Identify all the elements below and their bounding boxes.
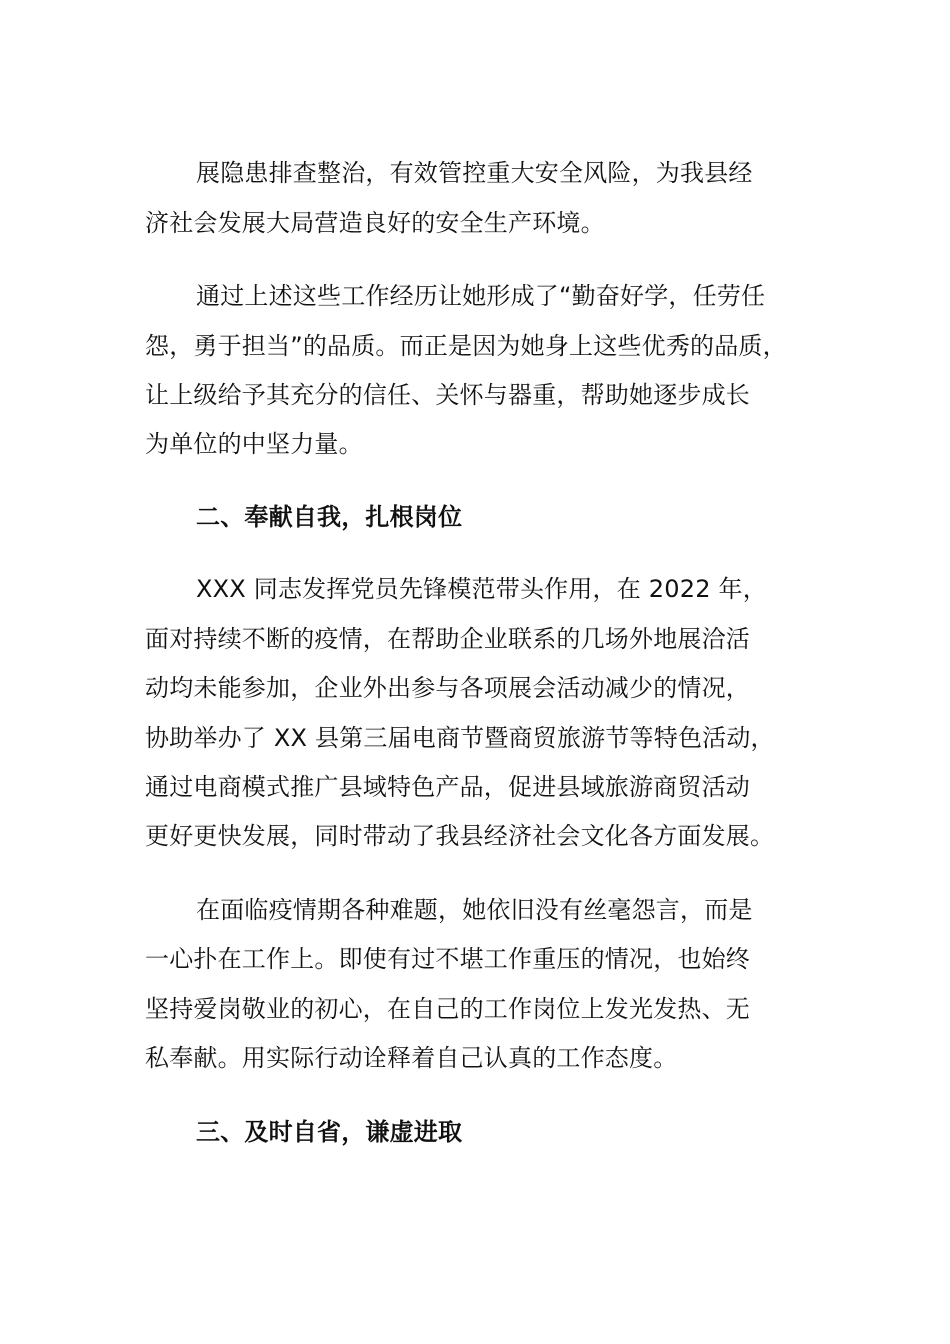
- paragraph-4-line-3: 坚持爱岗敬业的初心，在自己的工作岗位上发光发热、无: [145, 995, 750, 1023]
- paragraph-2-line-4: 为单位的中坚力量。: [145, 430, 363, 458]
- paragraph-2-line-3: 让上级给予其充分的信任、关怀与器重，帮助她逐步成长: [145, 381, 750, 409]
- paragraph-2-line-1: 通过上述这些工作经历让她形成了“勤奋好学，任劳任: [196, 282, 766, 310]
- paragraph-4-line-4: 私奉献。用实际行动诠释着自己认真的工作态度。: [145, 1044, 678, 1072]
- paragraph-3-line-5: 通过电商模式推广县域特色产品，促进县域旅游商贸活动: [145, 773, 750, 801]
- paragraph-3-line-2: 面对持续不断的疫情，在帮助企业联系的几场外地展洽活: [145, 625, 750, 653]
- paragraph-1-line-2: 济社会发展大局营造良好的安全生产环境。: [145, 209, 605, 237]
- paragraph-3-line-4: 协助举办了 XX 县第三届电商节暨商贸旅游节等特色活动，: [145, 724, 775, 752]
- paragraph-3-line-6: 更好更快发展，同时带动了我县经济社会文化各方面发展。: [145, 822, 775, 850]
- paragraph-4-line-1: 在面临疫情期各种难题，她依旧没有丝毫怨言，而是: [196, 896, 753, 924]
- section-heading-2: 二、奉献自我，扎根岗位: [196, 503, 463, 531]
- paragraph-2-line-2: 怨，勇于担当”的品质。而正是因为她身上这些优秀的品质，: [145, 332, 787, 360]
- section-heading-3: 三、及时自省，谦虚进取: [196, 1118, 463, 1146]
- paragraph-3-line-1: XXX 同志发挥党员先锋模范带头作用，在 2022 年，: [196, 575, 767, 603]
- paragraph-1-line-1: 展隐患排查整治，有效管控重大安全风险，为我县经: [196, 159, 753, 187]
- paragraph-3-line-3: 动均未能参加，企业外出参与各项展会活动减少的情况，: [145, 674, 750, 702]
- paragraph-4-line-2: 一心扑在工作上。即使有过不堪工作重压的情况，也始终: [145, 945, 750, 973]
